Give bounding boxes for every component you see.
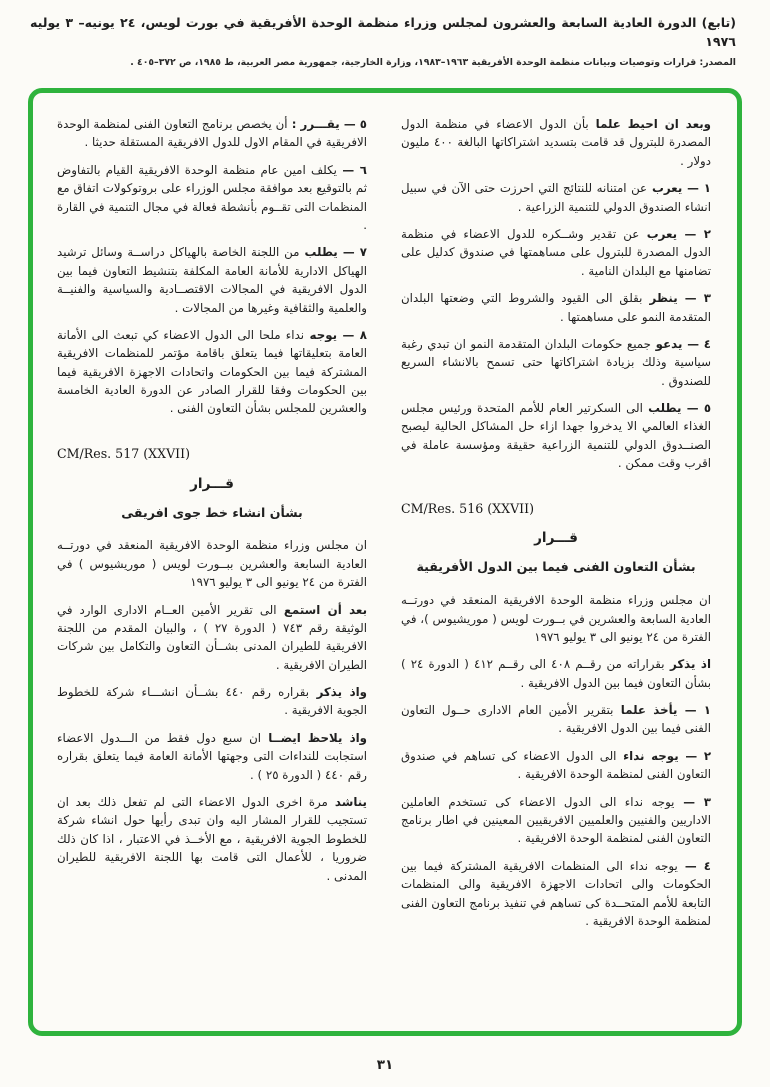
green-border-frame [28, 88, 742, 1036]
resolution-subject: بشأن التعاون الفنى فيما بين الدول الأفريقية [416, 559, 696, 575]
header-source-line: المصدر: قرارات وتوصيات وبيانات منظمة الوحدة الأفريقية ١٩٦٣–١٩٨٣، وزارة الخارجية، جمهورية مصر العربية، ط ١٩٨٥، ص ٣٧٢–٤٠٥ . [130, 56, 736, 68]
paragraph: ٨ — يوجه نداء ملحا الى الدول الاعضاء كي تبعث الى الأمانة العامة بتعليقاتها فيما يتعلق باقامة مؤتمر للمنظمات الافريقية المشتركة فيما بين الحكومات واتحادات الاجهزة الافريقية فيما بين الحكومات وفقا للقرار الصادر عن الدورة العادية الخامسة والعشرين للمجلس بشأن التعاون الفنى . [57, 327, 367, 416]
paragraph: ٢ — يوجه نداء الى الدول الاعضاء كى تساهم في صندوق التعاون الفنى لمنظمة الوحدة الافريقية . [401, 748, 711, 782]
paragraph-lead: ٢ — يعرب [639, 226, 711, 241]
paragraph: ٤ — يدعو جميع حكومات البلدان المتقدمة النمو ان تبدي رغبة سياسية وذلك بزيادة اشتراكاتها حتى تسمح بالانشاء السريع للصندوق . [401, 336, 711, 388]
paragraph: واذ يلاحظ ايضــا ان سبع دول فقط من الـــدول الاعضاء استجابت للنداءات التى وجهتها الأمانة العامة فيما يتعلق بقراره رقم ٤٤٠ ( الدورة ٢٥ ) . [57, 730, 367, 782]
paragraph-lead: ٣ — [674, 794, 711, 809]
paragraph: ٥ — يقـــرر : أن يخصص برنامج التعاون الفنى لمنظمة الوحدة الافريقية في المقام الاول للدول الافريقية المستقلة حديثا . [57, 117, 367, 150]
paragraph: بعد أن استمع الى تقرير الأمين العــام الادارى الوارد في الوثيقة رقم ٧٤٣ ( الدورة ٢٧ ) ، والبيان المقدم من اللجنة الافريقية للطيران المدنى بشــأن التعاون والتكامل بين شركات الطيران الافريقية . [57, 602, 367, 672]
paragraph: ٤ — يوجه نداء الى المنظمات الافريقية المشتركة فيما بين الحكومات والى اتحادات الاجهزة الافريقية والى المنظمات التابعة للأمم المتحــدة كى تساهم في تنفيذ برنامج التعاون الفنى لمنظمة الوحدة الافريقية . [401, 858, 711, 928]
paragraph-lead: ٧ — يطلب [299, 245, 367, 260]
resolution-reference: CM/Res. 517 (XXVII) [57, 445, 191, 461]
paragraph: ٣ — يوجه نداء الى الدول الاعضاء كى تستخدم العاملين الاداريين والفنيين والعلميين الافريقيين المعينين في اطار برنامج التعاون الفنى لمنظمة الوحدة الافريقية . [401, 794, 711, 846]
paragraph-lead: ٥ — يقـــرر : [287, 117, 367, 131]
page-number: ٣١ [376, 1057, 394, 1073]
resolution-heading: قـــرار [534, 530, 578, 547]
paragraph-lead: ٥ — يطلب [642, 401, 711, 416]
paragraph-lead: ٤ — يدعو [650, 336, 711, 351]
left-column [57, 115, 367, 1013]
paragraph-lead: اذ يذكر [664, 657, 711, 672]
paragraph: ان مجلس وزراء منظمة الوحدة الافريقية المنعقد في دورتــه العادية السابعة والعشرين ببــورت لويس ( موريشيوس ) في الفترة من ٢٤ يونيو الى ٣ يوليو ١٩٧٦ [57, 538, 367, 590]
paragraph-lead: بعد أن استمع [276, 602, 367, 617]
paragraph: ٥ — يطلب الى السكرتير العام للأمم المتحدة ورئيس مجلس الغذاء العالمي الا يدخروا جهدا ازاء حل المشاكل الحالية ليصبح الصنــدوق الدولي للتنمية الزراعية حقيقة ومؤسسة عاملة في اقرب وقت ممكن . [401, 401, 711, 471]
resolution-reference: CM/Res. 516 (XXVII) [401, 500, 535, 516]
paragraph-lead: ٣ — ينظر [642, 291, 711, 306]
paragraph: ٣ — ينظر بقلق الى القيود والشروط التي وضعتها البلدان المتقدمة النمو على مساهمتها . [401, 291, 711, 324]
paragraph: واذ يذكر بقراره رقم ٤٤٠ بشــأن انشـــاء شركة للخطوط الجوية الافريقية . [57, 685, 367, 718]
header-session-title: (تابع) الدورة العادية السابعة والعشرون لمجلس وزراء منظمة الوحدة الأفريقية في بورت لويس، ٢٤ يونيه– ٣ يوليه ١٩٧٦ [30, 15, 736, 49]
paragraph-lead: واذ يلاحظ ايضــا [261, 730, 367, 745]
paragraph-lead: ٢ — يوجه نداء [616, 748, 711, 763]
page-footer [0, 1054, 770, 1073]
paragraph-lead: ١ — يأخذ علما [613, 703, 711, 718]
resolution-heading: قـــرار [190, 475, 234, 492]
paragraph: يناشد مرة اخرى الدول الاعضاء التى لم تفعل ذلك بعد ان تستجيب للقرار المشار اليه وان تبدى رأيها حول انشاء شركة للخطوط الجوية الافريقية ، مع الأخــذ في الاعتبار ، اذا كان ذلك ضروريا ، للأعمال التى قامت بها اللجنة الافريقية للطيران المدنى . [57, 795, 367, 883]
paragraph-lead: ٨ — يوجه [304, 327, 367, 342]
paragraph-lead: وبعد ان احيط علما [588, 117, 711, 131]
page-header [0, 0, 770, 68]
paragraph: ١ — يأخذ علما بتقرير الأمين العام الادارى حــول التعاون الفنى فيما بين الدول الافريقية . [401, 703, 711, 736]
right-column [401, 115, 711, 1013]
paragraph: ١ — يعرب عن امتنانه للنتائج التي احرزت حتى الآن في سبيل انشاء الصندوق الدولي للتنمية الزراعية . [401, 181, 711, 214]
paragraph: ٧ — يطلب من اللجنة الخاصة بالهياكل دراســة وسائل ترشيد الهياكل الادارية للأمانة العامة المكلفة بتنشيط التعاون فيما بين الدول الافريقية في المجالات الاقتصــادية والسياسية والفنيــة والعلمية والثقافية وغيرها من المجالات . [57, 245, 367, 315]
paragraph: اذ يذكر بقراراته من رقــم ٤٠٨ الى رقــم ٤١٢ ( الدورة ٢٤ ) بشأن التعاون فيما بين الدول الافريقية . [401, 657, 711, 690]
paragraph-lead: ٦ — [336, 162, 367, 177]
paragraph-lead: يناشد [327, 795, 367, 810]
paragraph: ٦ — يكلف امين عام منظمة الوحدة الافريقية القيام بالتفاوض ثم بالتوقيع بعد موافقة مجلس الوزراء على بروتوكولات اتفاق مع المنظمات التى تقــوم بأنشطة فعالة في مجال التنمية في القارة . [57, 162, 367, 232]
two-column-layout [57, 115, 711, 1013]
resolution-subject: بشأن انشاء خط جوى افريقى [121, 504, 303, 520]
paragraph-lead: ٤ — [677, 858, 711, 873]
paragraph: ان مجلس وزراء منظمة الوحدة الافريقية المنعقد في دورتــه العادية السابعة والعشرين في بــورت لويس ( موريشيوس )، في الفترة من ٢٤ يونيو الى ٣ يوليو ١٩٧٦ [401, 593, 711, 644]
paragraph-lead: واذ يذكر [309, 685, 367, 700]
paragraph-lead: ١ — يعرب [647, 181, 711, 196]
paragraph: ٢ — يعرب عن تقدير وشــكره للدول الاعضاء في منظمة الدول المصدرة للبترول على مساهمتها في صندوق كدليل على تضامنها مع البلدان النامية . [401, 226, 711, 278]
paragraph: وبعد ان احيط علما بأن الدول الاعضاء في منظمة الدول المصدرة للبترول قد قامت بتسديد اشتراكاتها البالغة ٤٠٠ مليون دولار . [401, 117, 711, 168]
